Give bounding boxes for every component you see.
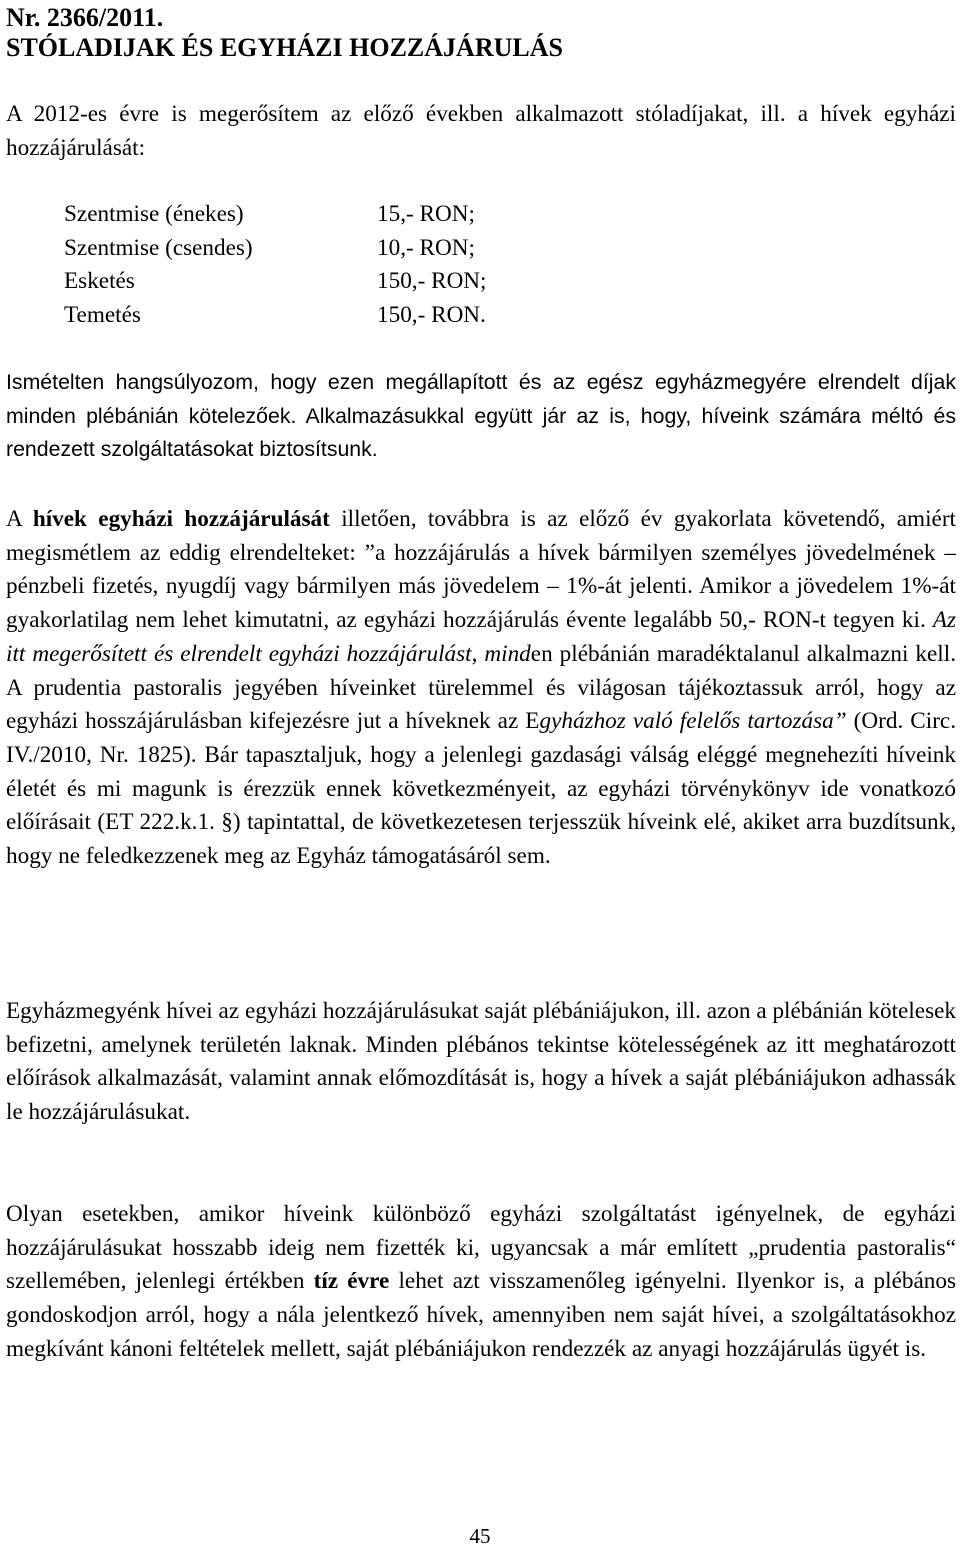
italic-text: Az itt megerősített és elrendelt egyházi hozzájárulást, mind — [6, 607, 956, 667]
document-number: Nr. 2366/2011. — [6, 3, 164, 32]
emphasis-paragraph: Ismételten hangsúlyozom, hogy ezen megállapított és az egész egyházmegyére elrendelt díjak minden plébánián kötelezőek. Alkalmazásukkal együtt jár az is, hogy, híveink számára méltó és rendezett szolgáltatásokat biztosítsunk. — [6, 370, 956, 462]
contribution-paragraph — [6, 503, 956, 874]
text-run: illetően, továbbra is az előző év gyakorlata követendő, amiért megismétlem az eddig elrendelteket: ”a hozzájárulás a hívek bármilyen személyes jövedelmének – pénzbeli fizetés, nyugdíj vagy bármilyen más jövedelem – 1%-át jelenti. Amikor a jövedelem 1%-át gyakorlatilag nem lehet kimutatni, az egyházi hozzájárulás évente legalább 50,- RON-t tegyen ki. — [6, 506, 956, 634]
fee-amount: 10,- RON; — [377, 234, 475, 261]
fee-row — [64, 198, 487, 232]
fee-name: Szentmise (énekes) — [64, 201, 244, 227]
fee-row — [64, 265, 487, 299]
text-run: (Ord. Circ. IV./2010, Nr. 1825). Bár tapasztaljuk, hogy a jelenlegi gazdasági válság eléggé megnehezíti híveink életét és mi magunk is érezzük ennek következményeit, az egyházi törvénykönyv ide vonatkozó előírásait (ET 222.k.1. §) tapintattal, de következetesen terjesszük híveink elé, akiket arra buzdítsunk, hogy ne feledkezzenek meg az Egyház támogatásáról sem. — [6, 708, 957, 870]
page-number: 45 — [469, 1524, 491, 1548]
italic-text: gyházhoz való felelős tartozása” — [539, 708, 847, 735]
fee-amount: 150,- RON; — [377, 268, 487, 295]
text-run: lehet azt visszamenőleg igényelni. Ilyenkor is, a plébános gondoskodjon arról, hogy a nála jelentkező hívek, amennyiben nem saját hívei, a szolgáltatásokhoz megkívánt kánoni feltételek mellett, saját plébániájukon rendezzék az anyagi hozzájárulás ügyét is. — [6, 1268, 956, 1362]
fee-row — [64, 299, 487, 333]
fee-name: Temetés — [64, 302, 141, 329]
text-run: A — [6, 506, 33, 532]
payment-paragraph: Egyházmegyénk hívei az egyházi hozzájárulásukat saját plébániájukon, ill. azon a plébánián kötelesek befizetni, amelynek területén laknak. Minden plébános tekintse kötelességének az itt meghatározott előírások alkalmazását, valamint annak előmozdítását is, hogy a hívek a saját plébániájukon adhassák le hozzájárulásukat. — [6, 998, 956, 1126]
text-run: en plébánián maradéktalanul alkalmazni kell. A prudentia pastoralis jegyében híveinket türelemmel és világosan tájékoztassuk arról, hogy az egyházi hosszájárulásban kifejezésre jut a híveknek az E — [6, 640, 956, 735]
arrears-paragraph — [6, 1198, 956, 1367]
fee-amount: 150,- RON. — [377, 302, 486, 329]
fee-name: Esketés — [64, 268, 135, 295]
bold-term: hívek egyházi hozzájárulását — [32, 506, 330, 532]
fee-row — [64, 232, 487, 266]
fee-amount: 15,- RON; — [377, 201, 475, 227]
fee-name: Szentmise (csendes) — [64, 234, 253, 261]
text-run: Olyan esetekben, amikor híveink különböző egyházi szolgáltatást igényelnek, de egyházi hozzájárulásukat hosszabb ideig nem fizették ki, ugyancsak a már említett „prudentia pastoralis“ szellemében, jelenlegi értékben — [6, 1201, 956, 1295]
document-title: STÓLADIJAK ÉS EGYHÁZI HOZZÁJÁRULÁS — [6, 33, 563, 62]
intro-paragraph: A 2012-es évre is megerősítem az előző években alkalmazott stóladíjakat, ill. a hívek egyházi hozzájárulását: — [6, 101, 956, 161]
bold-term: tíz évre — [313, 1268, 390, 1295]
fee-table — [64, 198, 487, 333]
